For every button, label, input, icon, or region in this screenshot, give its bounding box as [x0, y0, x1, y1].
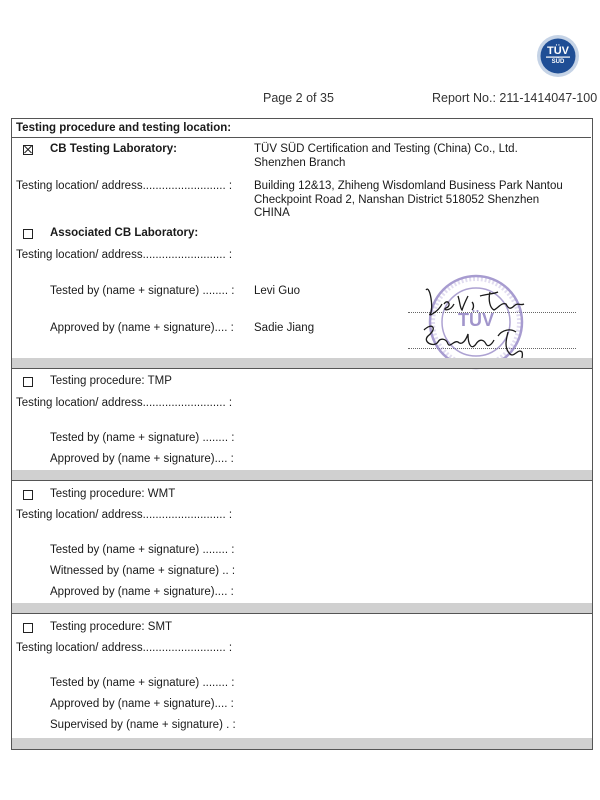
section-separator — [11, 603, 593, 613]
cb-lab-label: CB Testing Laboratory: — [50, 143, 177, 155]
location-value-3: CHINA — [254, 207, 290, 219]
wmt-tested-label: Tested by (name + signature) ........ : — [50, 544, 235, 556]
tested-by-label: Tested by (name + signature) ........ : — [50, 285, 235, 297]
logo-sub: SÜD — [551, 59, 565, 65]
smt-tested-label: Tested by (name + signature) ........ : — [50, 677, 235, 689]
smt-approved-label: Approved by (name + signature).... : — [50, 698, 234, 710]
cb-lab-value: TÜV SÜD Certification and Testing (China) Co., Ltd. — [254, 143, 518, 155]
report-number: Report No.: 211-1414047-100 — [432, 91, 598, 105]
assoc-lab-checkbox[interactable] — [23, 229, 33, 239]
cb-lab-value-2: Shenzhen Branch — [254, 157, 346, 169]
wmt-checkbox[interactable] — [23, 490, 33, 500]
assoc-lab-label: Associated CB Laboratory: — [50, 227, 199, 239]
tmp-location-label: Testing location/ address.......................... : — [16, 397, 233, 409]
page-number: Page 2 of 35 — [263, 91, 334, 105]
signature-levi-icon — [420, 282, 530, 322]
stamp-text: TÜV — [458, 310, 494, 330]
location-label: Testing location/ address.......................... : — [16, 180, 233, 192]
smt-checkbox[interactable] — [23, 623, 33, 633]
approved-by-value: Sadie Jiang — [254, 322, 315, 334]
section-separator — [11, 358, 593, 368]
section-separator — [11, 738, 593, 750]
location-value-1: Building 12&13, Zhiheng Wisdomland Business Park Nantou — [254, 180, 563, 192]
title-divider — [11, 137, 591, 138]
tuv-sud-logo — [536, 34, 580, 78]
smt-location-label: Testing location/ address.......................... : — [16, 642, 233, 654]
wmt-witnessed-label: Witnessed by (name + signature) .. : — [50, 565, 236, 577]
wmt-title: Testing procedure: WMT — [50, 488, 176, 500]
smt-supervised-label: Supervised by (name + signature) . : — [50, 719, 236, 731]
wmt-approved-label: Approved by (name + signature).... : — [50, 586, 234, 598]
tmp-approved-label: Approved by (name + signature).... : — [50, 453, 234, 465]
tmp-checkbox[interactable] — [23, 377, 33, 387]
section-title: Testing procedure and testing location: — [16, 122, 232, 134]
location-value-2: Checkpoint Road 2, Nanshan District 518052 Shenzhen — [254, 194, 540, 206]
smt-title: Testing procedure: SMT — [50, 621, 173, 633]
cb-lab-checkbox[interactable] — [23, 145, 33, 155]
assoc-location-label: Testing location/ address.......................... : — [16, 249, 233, 261]
tested-by-value: Levi Guo — [254, 285, 301, 297]
wmt-location-label: Testing location/ address.......................... : — [16, 509, 233, 521]
section-separator — [11, 470, 593, 480]
approved-by-label: Approved by (name + signature).... : — [50, 322, 234, 334]
tmp-tested-label: Tested by (name + signature) ........ : — [50, 432, 235, 444]
tmp-title: Testing procedure: TMP — [50, 375, 172, 387]
logo-text: TÜV — [547, 45, 569, 57]
tested-signature — [420, 282, 530, 322]
